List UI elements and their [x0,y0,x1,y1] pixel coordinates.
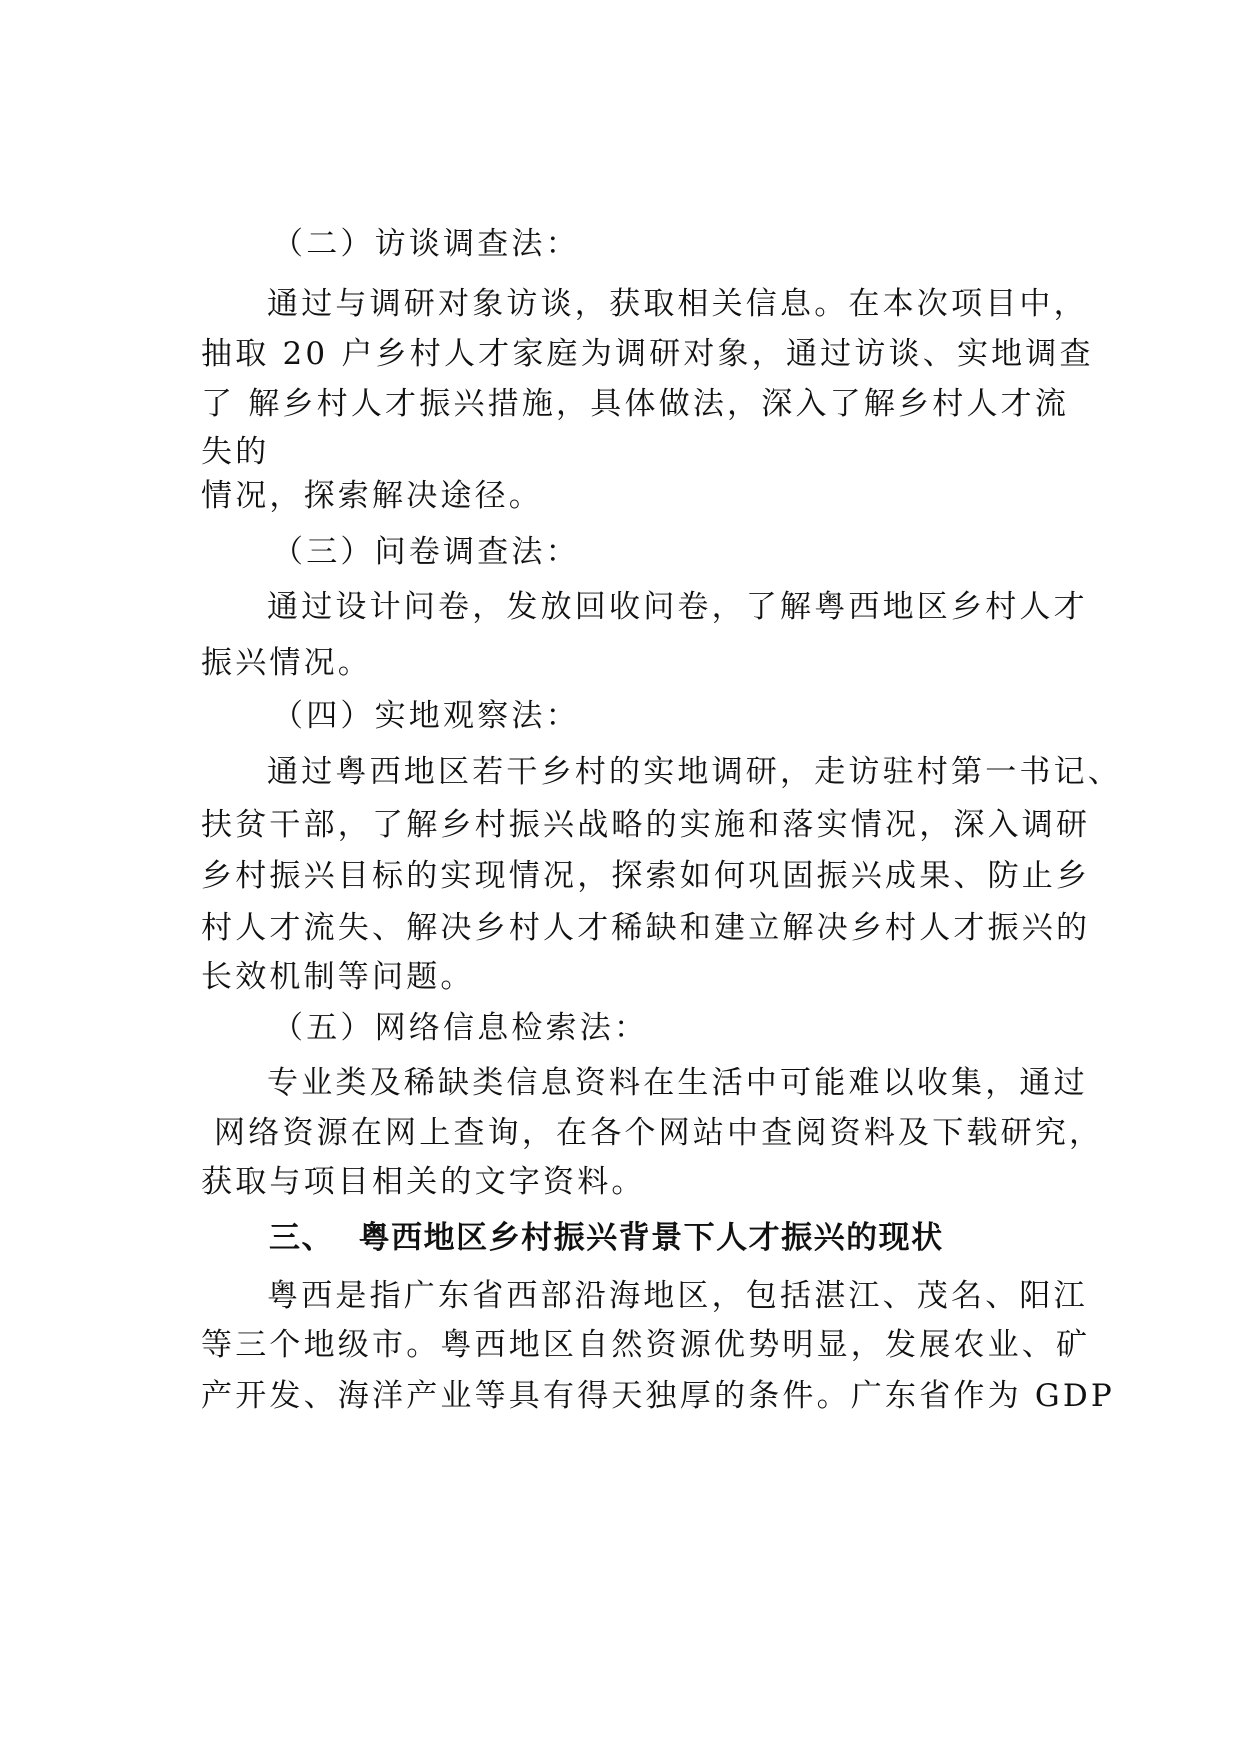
section-heading: （二）访谈调查法： [272,226,580,262]
paragraph-line: 网络资源在网上查询，在各个网站中查阅资料及下载研究， [201,1115,1104,1151]
paragraph-line: 振兴情况。 [201,645,372,681]
paragraph-line: 失的 [201,434,270,470]
paragraph-line: 通过设计问卷，发放回收问卷，了解粤西地区乡村人才 [267,589,1088,625]
section-heading: （三）问卷调查法： [272,534,580,570]
paragraph-line: 产开发、海洋产业等具有得天独厚的条件。广东省作为 GDP [201,1378,1115,1414]
paragraph-line: 粤西是指广东省西部沿海地区，包括湛江、茂名、阳江 [267,1278,1088,1314]
section-heading: （四）实地观察法： [272,698,580,734]
paragraph-line: 扶贫干部，了解乡村振兴战略的实施和落实情况，深入调研 [201,807,1091,843]
paragraph-line: 等三个地级市。粤西地区自然资源优势明显，发展农业、矿 [201,1327,1091,1363]
paragraph-line: 通过与调研对象访谈，获取相关信息。在本次项目中， [267,286,1088,322]
section-heading: （五）网络信息检索法： [272,1010,649,1046]
paragraph-line: 了 解乡村人才振兴措施，具体做法，深入了解乡村人才流 [201,386,1070,422]
paragraph-line: 长效机制等问题。 [201,959,475,995]
paragraph-line: 获取与项目相关的文字资料。 [201,1164,646,1200]
paragraph-line: 抽取 20 户乡村人才家庭为调研对象，通过访谈、实地调查 [201,336,1094,372]
paragraph-line: 通过粤西地区若干乡村的实地调研，走访驻村第一书记、 [267,754,1122,790]
paragraph-line: 乡村振兴目标的实现情况，探索如何巩固振兴成果、防止乡 [201,858,1091,894]
paragraph-line: 村人才流失、解决乡村人才稀缺和建立解决乡村人才振兴的 [201,910,1091,946]
paragraph-line: 情况，探索解决途径。 [201,478,543,514]
chapter-heading: 三、 粤西地区乡村振兴背景下人才振兴的现状 [269,1220,944,1256]
paragraph-line: 专业类及稀缺类信息资料在生活中可能难以收集，通过 [267,1065,1088,1101]
